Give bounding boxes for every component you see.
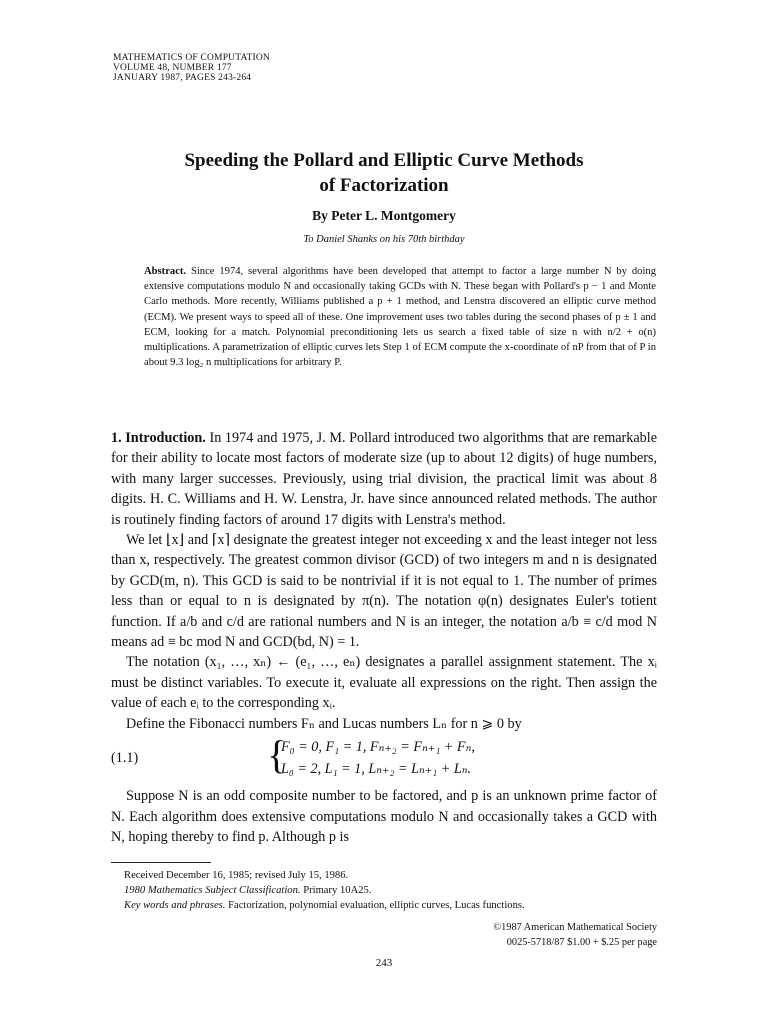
equation-lines — [281, 736, 475, 780]
journal-date-pages: JANUARY 1987, PAGES 243-264 — [113, 73, 252, 83]
page-number: 243 — [375, 957, 393, 969]
abstract-text: Since 1974, several algorithms have been developed that attempt to factor a large number N by doing extensive computations modulo N and occasionally taking GCDs with N. These began with Pollard's p − 1 and Monte Carlo methods. More recently, Williams published a p + 1 method, and Lenstra discovered an elliptic curve method (ECM). We present ways to speed all of these. One improvement uses two tables during the second phases of p ± 1 and ECM, looking for a match. Polynomial preconditioning lets us search a fixed table of size n with n/2 + o(n) multiplications. A parametrization of elliptic curves lets Step 1 of ECM compute the x-coordinate of nP from that of P in about 9.3 log₂ n multiplications for arbitrary P. — [144, 266, 656, 369]
copyright-notice — [493, 920, 657, 950]
journal-name: MATHEMATICS OF COMPUTATION — [113, 53, 270, 63]
equation-number: (1.1) — [111, 750, 139, 767]
intro-paragraph-3: The notation (x₁, …, xₙ) ← (e₁, …, eₙ) designates a parallel assignment statement. The xᵢ must be distinct variables. To execute it, evaluate all expressions on the right. Then assign the value of each eᵢ to the corresponding xᵢ. — [111, 654, 657, 712]
keywords — [124, 898, 525, 913]
intro-paragraph-5: Suppose N is an odd composite number to be factored, and p is an unknown prime factor of N. Each algorithm does extensive computations modulo N and occasionally takes a GCD with N, hoping thereby to find p. Although p is — [111, 788, 657, 845]
left-brace-icon: { — [267, 732, 287, 778]
author-byline: By Peter L. Montgomery — [312, 208, 456, 223]
keywords-value: Factorization, polynomial evaluation, elliptic curves, Lucas functions. — [228, 900, 525, 911]
footnotes — [124, 868, 525, 913]
keywords-label: Key words and phrases. — [124, 900, 226, 911]
msc-classification — [124, 883, 525, 898]
body-text — [111, 428, 657, 847]
journal-volume: VOLUME 48, NUMBER 177 — [113, 63, 232, 73]
msc-value: Primary 10A25. — [303, 885, 372, 896]
abstract — [144, 264, 656, 370]
paper-title-line-2: of Factorization — [319, 175, 449, 196]
intro-paragraph-1-text: In 1974 and 1975, J. M. Pollard introduced two algorithms that are remarkable for their ability to locate most factors of moderate size (up to about 12 digits) of huge numbers, with many larger successes. Previously, using trial division, the practical limit was about 8 digits. H. C. Williams and H. W. Lenstra, Jr. have since announced related methods. The author is routinely finding factors of around 17 digits with Lenstra's method. — [111, 430, 657, 528]
received-dates: Received December 16, 1985; revised July 15, 1986. — [124, 870, 349, 881]
equation-1-1 — [111, 732, 657, 782]
price-line: 0025-5718/87 $1.00 + $.25 per page — [506, 937, 657, 948]
paper-title — [0, 148, 768, 198]
intro-paragraph-4: Define the Fibonacci numbers Fₙ and Lucas numbers Lₙ for n ⩾ 0 by — [126, 715, 522, 732]
footnote-rule — [111, 862, 211, 863]
intro-paragraph-2: We let ⌊x⌋ and ⌈x⌉ designate the greatest integer not exceeding x and the least integer not less than x, respectively. The greatest common divisor (GCD) of two integers m and n is designated by GCD(m, n). This GCD is said to be nontrivial if it is not equal to 1. The number of primes less than or equal to n is designated by π(n). The notation φ(n) designates Euler's totient function. If a/b and c/d are rational numbers and N is an integer, the notation a/b ≡ c/d mod N means ad ≡ bc mod N and GCD(bd, N) = 1. — [111, 532, 657, 651]
paper-title-line-1: Speeding the Pollard and Elliptic Curve Methods — [184, 150, 584, 171]
fibonacci-definition: F₀ = 0, F₁ = 1, Fₙ₊₂ = Fₙ₊₁ + Fₙ, — [281, 739, 475, 756]
dedication: To Daniel Shanks on his 70th birthday — [303, 234, 465, 245]
journal-header — [113, 53, 270, 83]
intro-paragraph-1 — [111, 428, 657, 530]
section-heading: 1. Introduction. — [111, 430, 206, 446]
msc-label: 1980 Mathematics Subject Classification. — [124, 885, 301, 896]
abstract-label: Abstract. — [144, 266, 187, 277]
lucas-definition: L₀ = 2, L₁ = 1, Lₙ₊₂ = Lₙ₊₁ + Lₙ. — [281, 761, 472, 778]
copyright-line: ©1987 American Mathematical Society — [493, 922, 657, 933]
